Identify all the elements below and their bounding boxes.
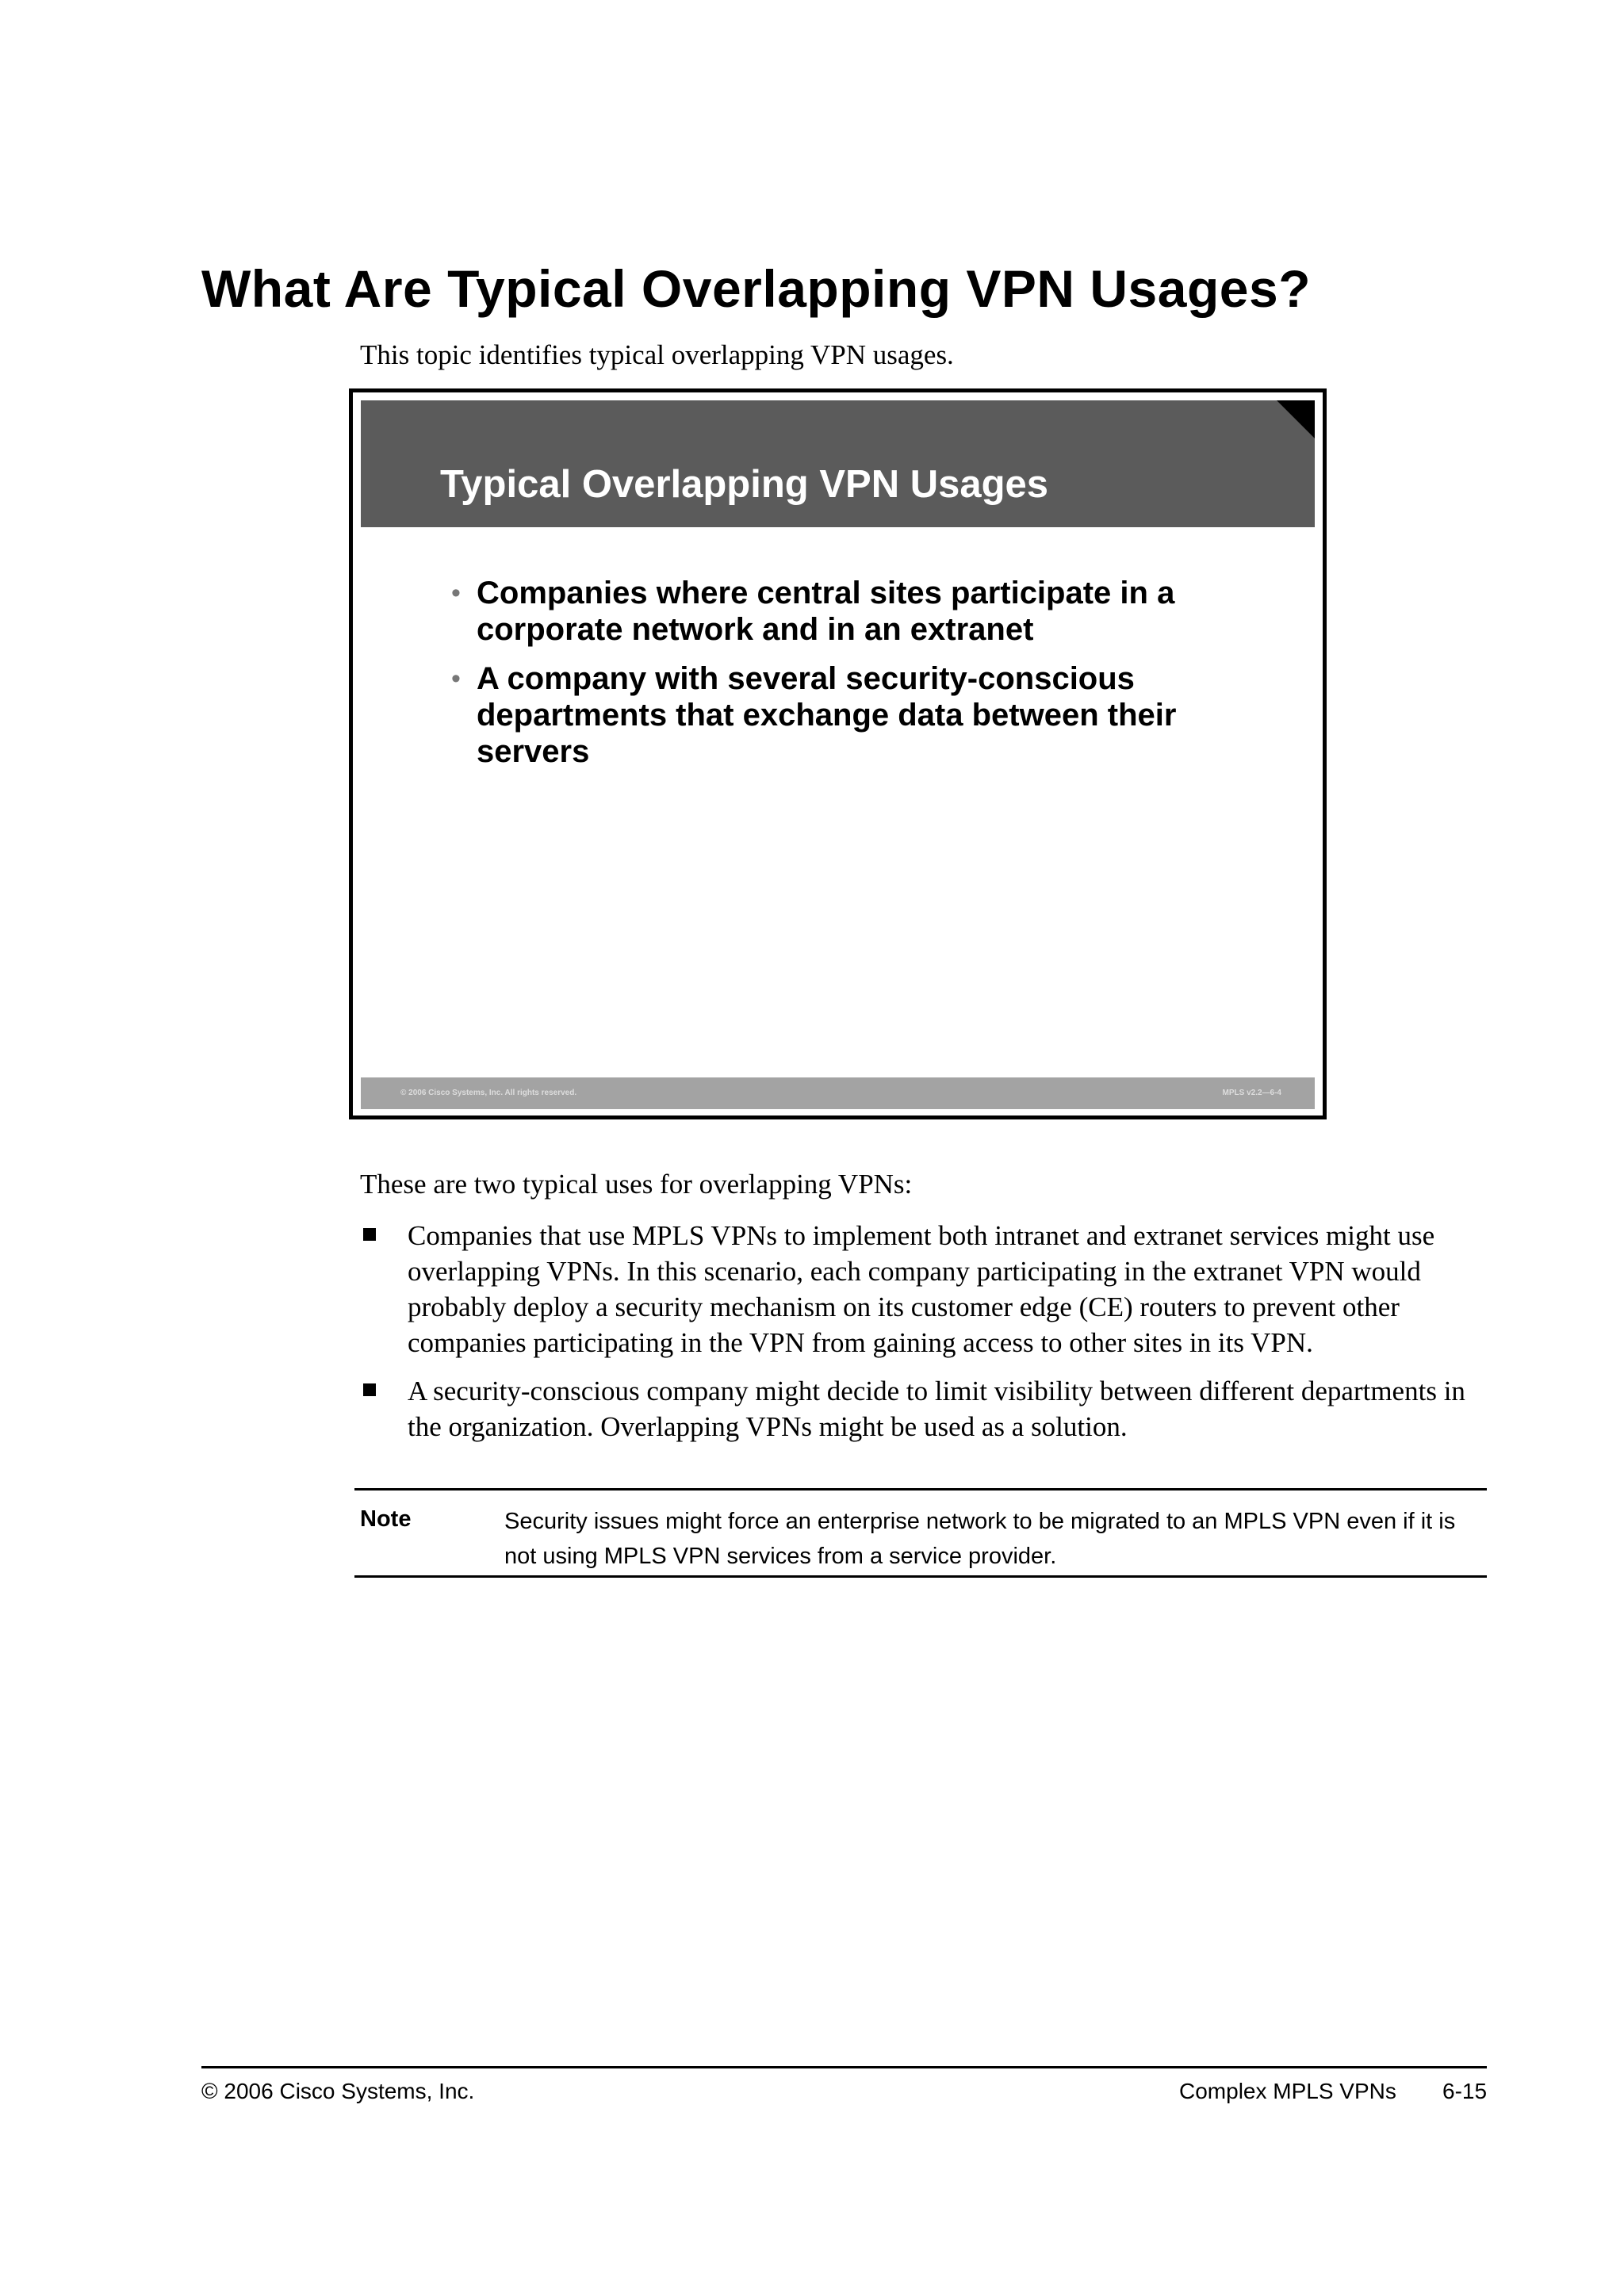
note-top-rule xyxy=(354,1488,1487,1490)
square-bullet-icon xyxy=(363,1383,376,1396)
slide-figure xyxy=(349,388,1327,1119)
bullet-dot-icon: • xyxy=(451,664,461,694)
slide-bullet-list xyxy=(451,575,1244,783)
slide-header-bar xyxy=(361,400,1315,527)
intro-paragraph: This topic identifies typical overlapping VPN usages. xyxy=(360,339,954,370)
body-list-item xyxy=(360,1373,1486,1445)
body-list-item xyxy=(360,1218,1486,1360)
footer-section-title: Complex MPLS VPNs xyxy=(1179,2079,1396,2103)
slide-corner-triangle xyxy=(1277,400,1315,438)
slide-bullet-text: A company with several security-conscious departments that exchange data between their servers xyxy=(477,661,1177,769)
slide-footer-bar xyxy=(361,1077,1315,1109)
body-bullet-list xyxy=(360,1218,1486,1457)
slide-bullet-text: Companies where central sites participate in a corporate network and in an extranet xyxy=(477,576,1175,647)
footer-page-number: 6-15 xyxy=(1442,2079,1488,2103)
footer-rule xyxy=(201,2066,1487,2068)
slide-bullet-item xyxy=(451,575,1244,648)
slide-footer-copyright: © 2006 Cisco Systems, Inc. All rights reserved. xyxy=(400,1089,577,1097)
page-title: What Are Typical Overlapping VPN Usages? xyxy=(201,259,1312,318)
note-text: Security issues might force an enterprise network to be migrated to an MPLS VPN even if it is not using MPLS VPN services from a service provider. xyxy=(504,1509,1456,1569)
slide-bullet-item xyxy=(451,660,1244,770)
body-lead-sentence: These are two typical uses for overlapping VPNs: xyxy=(360,1169,913,1200)
slide-title: Typical Overlapping VPN Usages xyxy=(440,463,1049,506)
square-bullet-icon xyxy=(363,1228,376,1241)
bullet-dot-icon: • xyxy=(451,578,461,608)
slide-footer-code: MPLS v2.2—6-4 xyxy=(1222,1089,1281,1097)
body-list-text: A security-conscious company might decide to limit visibility between different departments in the organization. Overlapping VPNs might be used as a solution. xyxy=(408,1376,1465,1442)
note-bottom-rule xyxy=(354,1575,1487,1578)
body-list-text: Companies that use MPLS VPNs to implement both intranet and extranet services might use overlapping VPNs. In this scenario, each company participating in the extranet VPN would probably deploy a security mechanism on its customer edge (CE) routers to prevent other companies participating in the VPN from gaining access to other sites in its VPN. xyxy=(408,1220,1435,1358)
footer-copyright: © 2006 Cisco Systems, Inc. xyxy=(201,2079,475,2103)
note-label: Note xyxy=(360,1506,412,1532)
